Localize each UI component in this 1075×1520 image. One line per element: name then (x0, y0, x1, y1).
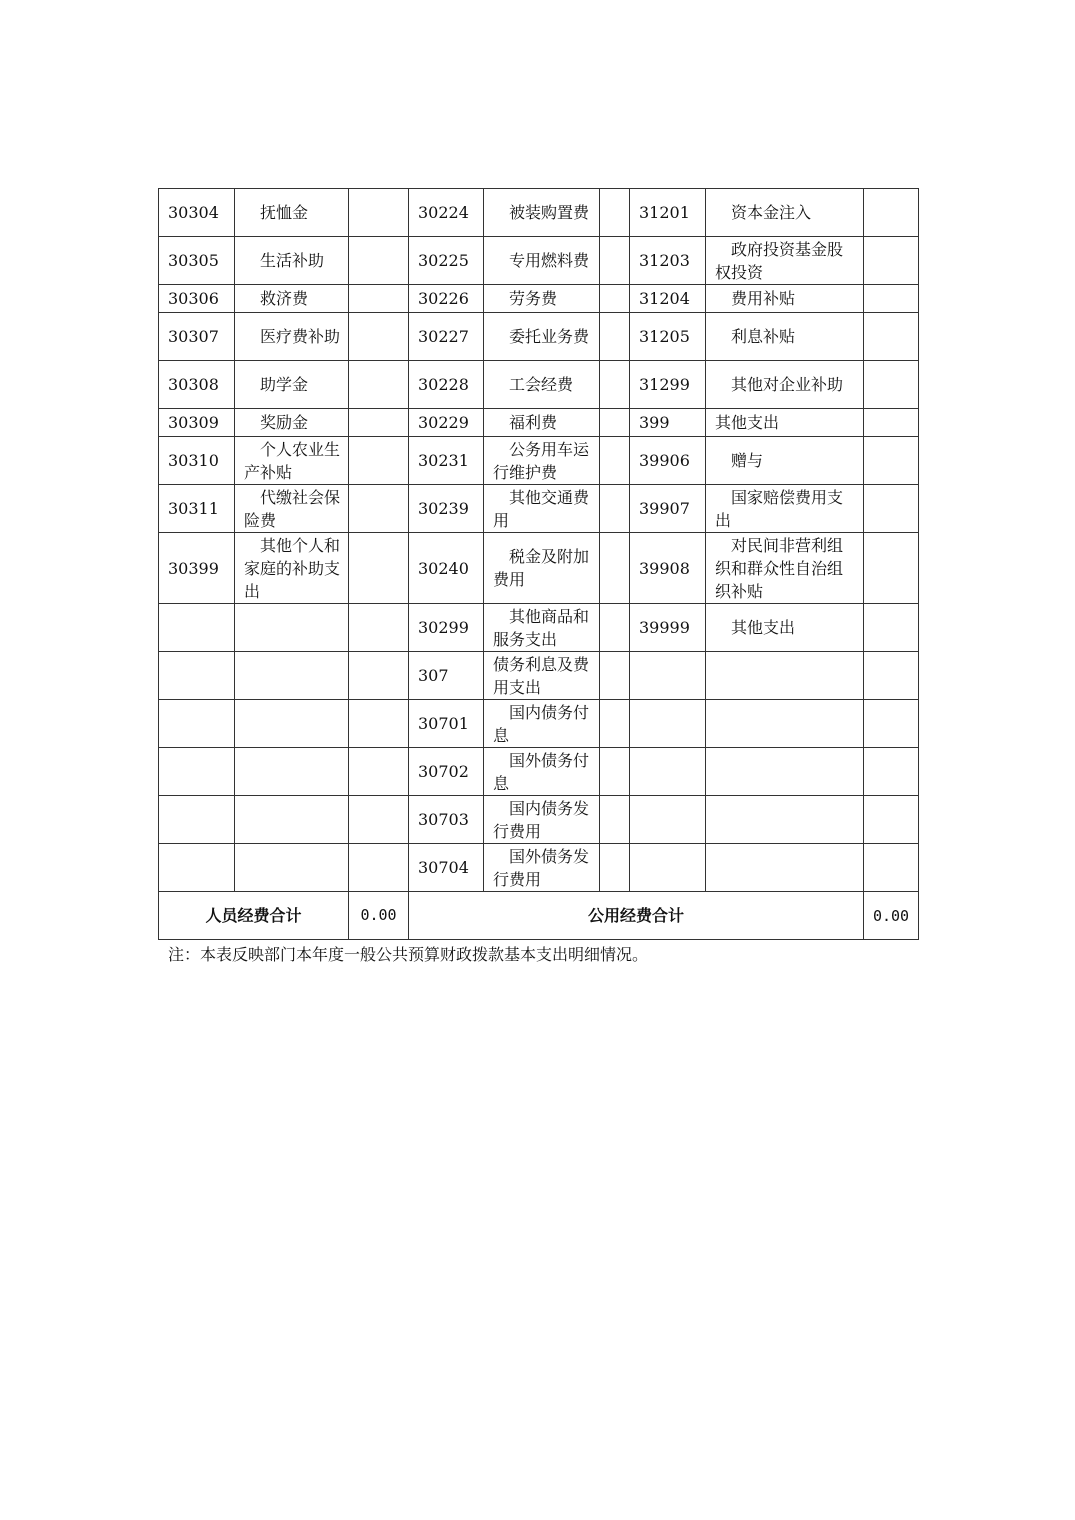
table-row (159, 237, 919, 285)
personnel-amount-cell (349, 285, 409, 313)
other-name-cell: 赠与 (706, 437, 864, 485)
table-row (159, 533, 919, 604)
personnel-amount-cell (349, 437, 409, 485)
other-amount-cell (864, 844, 919, 892)
other-amount-cell (864, 409, 919, 437)
table-row (159, 485, 919, 533)
table-row (159, 844, 919, 892)
personnel-name-cell: 抚恤金 (235, 189, 349, 237)
other-code-cell: 31204 (630, 285, 706, 313)
personnel-amount-cell (349, 313, 409, 361)
public-name-cell: 被装购置费 (484, 189, 600, 237)
other-code-cell: 31203 (630, 237, 706, 285)
personnel-name-cell (235, 844, 349, 892)
public-amount-cell (600, 189, 630, 237)
table-row (159, 189, 919, 237)
personnel-code-cell: 30307 (159, 313, 235, 361)
other-name-cell (706, 700, 864, 748)
other-name-cell (706, 796, 864, 844)
public-code-cell: 30227 (409, 313, 484, 361)
personnel-name-cell: 医疗费补助 (235, 313, 349, 361)
public-code-cell: 30702 (409, 748, 484, 796)
public-amount-cell (600, 748, 630, 796)
public-amount-cell (600, 485, 630, 533)
personnel-code-cell: 30309 (159, 409, 235, 437)
other-code-cell: 31205 (630, 313, 706, 361)
other-code-cell: 39907 (630, 485, 706, 533)
personnel-code-cell: 30310 (159, 437, 235, 485)
table-row (159, 409, 919, 437)
public-code-cell: 307 (409, 652, 484, 700)
other-code-cell (630, 844, 706, 892)
public-code-cell: 30701 (409, 700, 484, 748)
public-name-cell: 税金及附加费用 (484, 533, 600, 604)
public-amount-cell (600, 313, 630, 361)
other-name-cell: 利息补贴 (706, 313, 864, 361)
public-code-cell: 30703 (409, 796, 484, 844)
public-code-cell: 30240 (409, 533, 484, 604)
personnel-amount-cell (349, 796, 409, 844)
public-code-cell: 30224 (409, 189, 484, 237)
other-name-cell: 国家赔偿费用支出 (706, 485, 864, 533)
public-name-cell: 国外债务付息 (484, 748, 600, 796)
public-code-cell: 30299 (409, 604, 484, 652)
public-name-cell: 福利费 (484, 409, 600, 437)
personnel-amount-cell (349, 652, 409, 700)
table-body (159, 189, 919, 940)
table-row (159, 700, 919, 748)
other-code-cell (630, 748, 706, 796)
public-name-cell: 国外债务发行费用 (484, 844, 600, 892)
other-name-cell (706, 652, 864, 700)
other-amount-cell (864, 237, 919, 285)
other-amount-cell (864, 604, 919, 652)
public-amount-cell (600, 409, 630, 437)
other-name-cell (706, 844, 864, 892)
table-row (159, 796, 919, 844)
public-amount-cell (600, 437, 630, 485)
table-row (159, 313, 919, 361)
personnel-amount-cell (349, 844, 409, 892)
personnel-name-cell: 其他个人和家庭的补助支出 (235, 533, 349, 604)
other-name-cell: 资本金注入 (706, 189, 864, 237)
personnel-name-cell: 助学金 (235, 361, 349, 409)
personnel-code-cell: 30306 (159, 285, 235, 313)
other-amount-cell (864, 796, 919, 844)
personnel-total-label: 人员经费合计 (159, 892, 349, 940)
public-amount-cell (600, 604, 630, 652)
personnel-name-cell: 生活补助 (235, 237, 349, 285)
public-name-cell: 国内债务付息 (484, 700, 600, 748)
other-code-cell: 31201 (630, 189, 706, 237)
table-footnote: 注：本表反映部门本年度一般公共预算财政拨款基本支出明细情况。 (168, 945, 649, 964)
other-name-cell: 对民间非营利组织和群众性自治组织补贴 (706, 533, 864, 604)
public-code-cell: 30239 (409, 485, 484, 533)
other-code-cell: 39908 (630, 533, 706, 604)
personnel-total-value: 0.00 (349, 892, 409, 940)
personnel-amount-cell (349, 485, 409, 533)
public-total-label: 公用经费合计 (409, 892, 864, 940)
public-name-cell: 专用燃料费 (484, 237, 600, 285)
personnel-amount-cell (349, 409, 409, 437)
other-amount-cell (864, 437, 919, 485)
other-amount-cell (864, 285, 919, 313)
other-name-cell: 政府投资基金股权投资 (706, 237, 864, 285)
other-amount-cell (864, 485, 919, 533)
other-amount-cell (864, 652, 919, 700)
public-code-cell: 30228 (409, 361, 484, 409)
other-amount-cell (864, 700, 919, 748)
personnel-name-cell (235, 652, 349, 700)
public-name-cell: 债务利息及费用支出 (484, 652, 600, 700)
other-name-cell: 费用补贴 (706, 285, 864, 313)
personnel-name-cell (235, 604, 349, 652)
personnel-code-cell: 30399 (159, 533, 235, 604)
other-name-cell: 其他支出 (706, 409, 864, 437)
public-code-cell: 30231 (409, 437, 484, 485)
public-code-cell: 30225 (409, 237, 484, 285)
personnel-amount-cell (349, 748, 409, 796)
other-name-cell: 其他支出 (706, 604, 864, 652)
public-name-cell: 其他商品和服务支出 (484, 604, 600, 652)
personnel-amount-cell (349, 533, 409, 604)
personnel-code-cell: 30304 (159, 189, 235, 237)
public-name-cell: 公务用车运行维护费 (484, 437, 600, 485)
other-name-cell: 其他对企业补助 (706, 361, 864, 409)
personnel-name-cell (235, 748, 349, 796)
public-amount-cell (600, 700, 630, 748)
other-amount-cell (864, 361, 919, 409)
public-amount-cell (600, 796, 630, 844)
public-amount-cell (600, 533, 630, 604)
personnel-amount-cell (349, 604, 409, 652)
table-row (159, 361, 919, 409)
table-row (159, 437, 919, 485)
other-code-cell (630, 652, 706, 700)
public-amount-cell (600, 652, 630, 700)
personnel-name-cell (235, 796, 349, 844)
table-row (159, 285, 919, 313)
personnel-name-cell: 奖励金 (235, 409, 349, 437)
public-name-cell: 劳务费 (484, 285, 600, 313)
other-amount-cell (864, 533, 919, 604)
personnel-code-cell: 30311 (159, 485, 235, 533)
other-amount-cell (864, 313, 919, 361)
public-amount-cell (600, 285, 630, 313)
public-amount-cell (600, 844, 630, 892)
public-code-cell: 30226 (409, 285, 484, 313)
other-code-cell: 399 (630, 409, 706, 437)
personnel-name-cell: 代缴社会保险费 (235, 485, 349, 533)
personnel-code-cell (159, 748, 235, 796)
public-name-cell: 委托业务费 (484, 313, 600, 361)
table-row (159, 604, 919, 652)
personnel-amount-cell (349, 237, 409, 285)
other-code-cell (630, 796, 706, 844)
personnel-code-cell (159, 700, 235, 748)
public-name-cell: 国内债务发行费用 (484, 796, 600, 844)
personnel-code-cell (159, 652, 235, 700)
table-row (159, 748, 919, 796)
personnel-amount-cell (349, 189, 409, 237)
other-amount-cell (864, 189, 919, 237)
personnel-name-cell (235, 700, 349, 748)
public-code-cell: 30229 (409, 409, 484, 437)
public-amount-cell (600, 237, 630, 285)
public-code-cell: 30704 (409, 844, 484, 892)
personnel-code-cell: 30305 (159, 237, 235, 285)
public-name-cell: 其他交通费用 (484, 485, 600, 533)
personnel-amount-cell (349, 700, 409, 748)
personnel-name-cell: 救济费 (235, 285, 349, 313)
table-row (159, 652, 919, 700)
other-amount-cell (864, 748, 919, 796)
personnel-amount-cell (349, 361, 409, 409)
personnel-code-cell (159, 796, 235, 844)
personnel-code-cell (159, 844, 235, 892)
expenditure-detail-table (158, 188, 919, 940)
public-name-cell: 工会经费 (484, 361, 600, 409)
other-code-cell: 39999 (630, 604, 706, 652)
other-code-cell: 31299 (630, 361, 706, 409)
personnel-name-cell: 个人农业生产补贴 (235, 437, 349, 485)
other-code-cell (630, 700, 706, 748)
totals-row (159, 892, 919, 940)
public-amount-cell (600, 361, 630, 409)
budget-detail-sheet (158, 188, 918, 966)
public-total-value: 0.00 (864, 892, 919, 940)
other-code-cell: 39906 (630, 437, 706, 485)
personnel-code-cell: 30308 (159, 361, 235, 409)
personnel-code-cell (159, 604, 235, 652)
other-name-cell (706, 748, 864, 796)
